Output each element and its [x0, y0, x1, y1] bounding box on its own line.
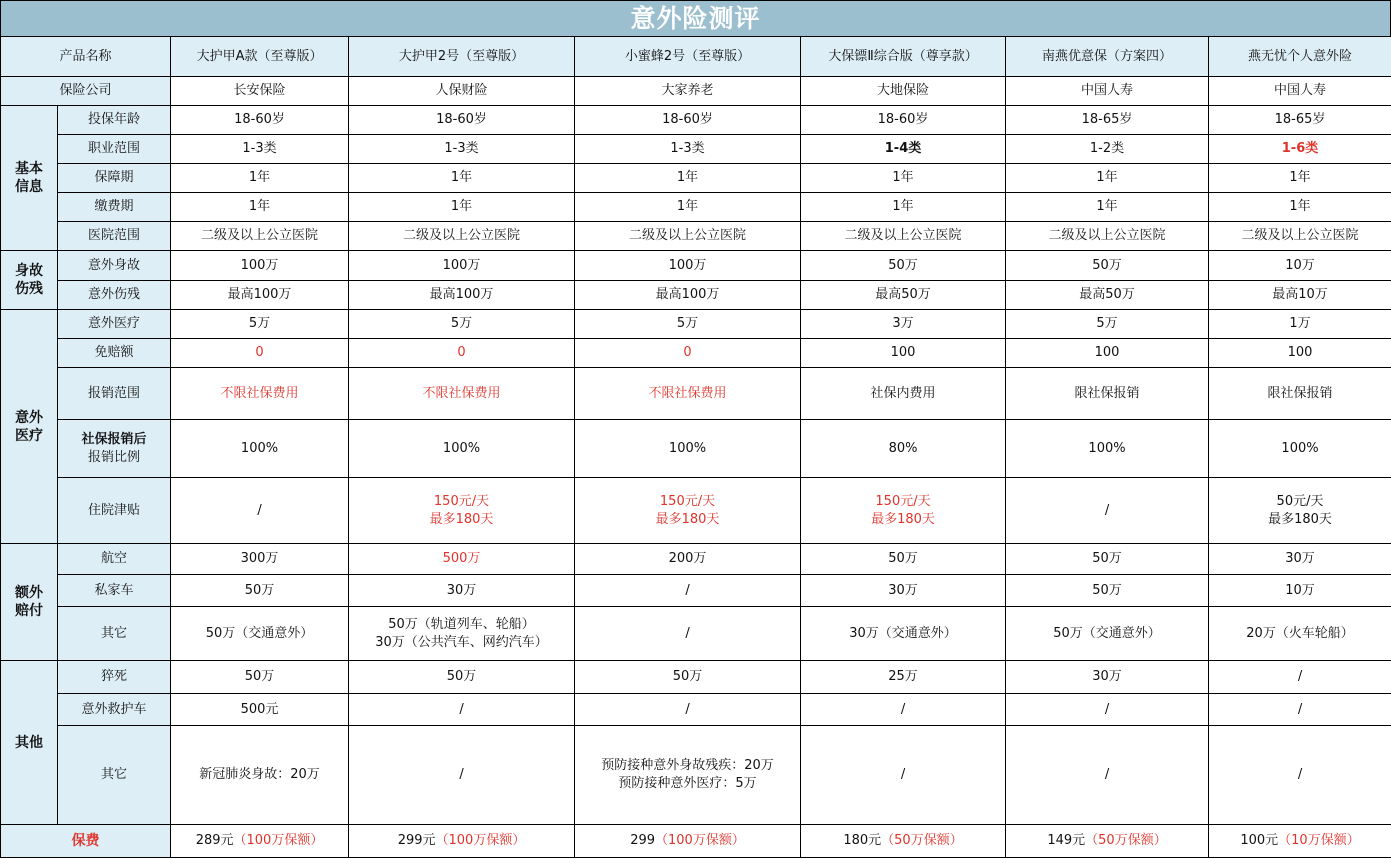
value-cell: 150元/天 最多180天 [349, 478, 575, 544]
row-label: 其它 [58, 607, 171, 661]
product-name: 大护甲A款（至尊版） [171, 37, 349, 77]
value-cell: / [575, 607, 801, 661]
value-cell: 50万 [171, 661, 349, 694]
value-cell: 100% [171, 420, 349, 478]
premium-coverage: （100万保额） [234, 833, 324, 848]
value-cell: 1年 [1006, 193, 1209, 222]
table-row [1, 478, 1391, 544]
company-cell: 大地保险 [801, 77, 1006, 106]
table-row [1, 420, 1391, 478]
value-cell: 社保内费用 [801, 368, 1006, 420]
premium-coverage: （50万保额） [1085, 833, 1167, 848]
value-cell: 50万 [801, 544, 1006, 575]
value-cell: 20万（火车轮船） [1209, 607, 1391, 661]
value-cell: 50万 [171, 575, 349, 607]
value-cell: 50万 [801, 251, 1006, 281]
value-cell: 1年 [1209, 193, 1391, 222]
premium-price: 180元 [843, 833, 881, 848]
premium-cell [171, 825, 349, 858]
premium-cell [349, 825, 575, 858]
table-row [1, 726, 1391, 825]
table-row [1, 193, 1391, 222]
row-label: 免赔额 [58, 339, 171, 368]
value-cell: / [575, 694, 801, 726]
value-cell: 3万 [801, 310, 1006, 339]
value-cell: 1年 [1006, 164, 1209, 193]
row-label [58, 420, 171, 478]
value-cell: 30万（交通意外） [801, 607, 1006, 661]
premium-coverage: （10万保额） [1278, 833, 1360, 848]
value-cell: 预防接种意外身故残疾：20万 预防接种意外医疗：5万 [575, 726, 801, 825]
table-row [1, 251, 1391, 281]
premium-label: 保费 [1, 825, 171, 858]
value-cell: 18-60岁 [575, 106, 801, 135]
value-cell: 0 [171, 339, 349, 368]
category-label: 额外 赔付 [1, 544, 58, 661]
product-name: 大护甲2号（至尊版） [349, 37, 575, 77]
row-label: 保障期 [58, 164, 171, 193]
value-cell: 100 [1209, 339, 1391, 368]
value-cell: 50万（交通意外） [171, 607, 349, 661]
product-name: 南燕优意保（方案四） [1006, 37, 1209, 77]
premium-cell [1006, 825, 1209, 858]
value-cell: / [801, 726, 1006, 825]
value-cell: 最高50万 [1006, 281, 1209, 310]
row-label: 职业范围 [58, 135, 171, 164]
value-cell: 1-6类 [1209, 135, 1391, 164]
table-row [1, 310, 1391, 339]
value-cell: / [1006, 726, 1209, 825]
row-label: 猝死 [58, 661, 171, 694]
value-cell: / [801, 694, 1006, 726]
value-cell: 新冠肺炎身故：20万 [171, 726, 349, 825]
table-row [1, 368, 1391, 420]
value-cell: 30万 [1006, 661, 1209, 694]
value-cell: 1年 [171, 164, 349, 193]
table-row [1, 544, 1391, 575]
value-cell: 1万 [1209, 310, 1391, 339]
value-cell: 1年 [349, 193, 575, 222]
value-cell: / [1209, 661, 1391, 694]
row-label: 意外身故 [58, 251, 171, 281]
product-name: 燕无忧个人意外险 [1209, 37, 1391, 77]
value-cell: 80% [801, 420, 1006, 478]
premium-row [1, 825, 1391, 858]
value-cell: 1-4类 [801, 135, 1006, 164]
premium-cell [801, 825, 1006, 858]
value-cell: 1年 [171, 193, 349, 222]
header-label: 产品名称 [1, 37, 171, 77]
table-row [1, 222, 1391, 251]
row-label: 其它 [58, 726, 171, 825]
value-cell: 不限社保费用 [349, 368, 575, 420]
value-cell: 0 [349, 339, 575, 368]
row-label: 投保年龄 [58, 106, 171, 135]
value-cell: 150元/天 最多180天 [801, 478, 1006, 544]
premium-coverage: （100万保额） [655, 833, 745, 848]
value-cell: 100万 [171, 251, 349, 281]
premium-cell [1209, 825, 1391, 858]
value-cell: / [171, 478, 349, 544]
premium-coverage: （50万保额） [881, 833, 963, 848]
value-cell: 二级及以上公立医院 [349, 222, 575, 251]
value-cell: 50万 [1006, 575, 1209, 607]
value-cell: 最高100万 [575, 281, 801, 310]
table-row [1, 339, 1391, 368]
row-label: 医院范围 [58, 222, 171, 251]
value-cell: 50万 [1006, 251, 1209, 281]
value-cell: 18-65岁 [1209, 106, 1391, 135]
value-cell: 5万 [349, 310, 575, 339]
row-label-text: 报销比例 [60, 449, 168, 467]
category-label: 身故 伤残 [1, 251, 58, 310]
category-label: 意外 医疗 [1, 310, 58, 544]
value-cell: 100% [575, 420, 801, 478]
company-cell: 长安保险 [171, 77, 349, 106]
value-cell: 二级及以上公立医院 [801, 222, 1006, 251]
company-cell: 中国人寿 [1006, 77, 1209, 106]
value-cell: 0 [575, 339, 801, 368]
value-cell: 10万 [1209, 251, 1391, 281]
row-label: 缴费期 [58, 193, 171, 222]
table-row [1, 106, 1391, 135]
value-cell: 50万 [1006, 544, 1209, 575]
value-cell: 最高50万 [801, 281, 1006, 310]
value-cell: 限社保报销 [1209, 368, 1391, 420]
value-cell: / [349, 726, 575, 825]
comparison-table [0, 36, 1391, 858]
value-cell: / [1209, 726, 1391, 825]
company-cell: 人保财险 [349, 77, 575, 106]
value-cell: 最高100万 [349, 281, 575, 310]
value-cell: 5万 [171, 310, 349, 339]
value-cell: 18-65岁 [1006, 106, 1209, 135]
value-cell: 最高10万 [1209, 281, 1391, 310]
value-cell: 二级及以上公立医院 [171, 222, 349, 251]
value-cell: 50万 [349, 661, 575, 694]
value-cell: 150元/天 最多180天 [575, 478, 801, 544]
value-cell: 500万 [349, 544, 575, 575]
value-cell: 50万 [575, 661, 801, 694]
value-cell: 1年 [575, 164, 801, 193]
value-cell: 100 [801, 339, 1006, 368]
company-cell: 中国人寿 [1209, 77, 1391, 106]
row-label: 意外医疗 [58, 310, 171, 339]
premium-price: 299 [630, 833, 655, 848]
value-cell: 5万 [1006, 310, 1209, 339]
category-label: 其他 [1, 661, 58, 825]
value-cell: 1-3类 [575, 135, 801, 164]
table-row [1, 164, 1391, 193]
premium-price: 149元 [1047, 833, 1085, 848]
value-cell: 100% [1006, 420, 1209, 478]
value-cell: 30万 [1209, 544, 1391, 575]
value-cell: 200万 [575, 544, 801, 575]
value-cell: 25万 [801, 661, 1006, 694]
value-cell: / [1209, 694, 1391, 726]
value-cell: 限社保报销 [1006, 368, 1209, 420]
value-cell: 1-2类 [1006, 135, 1209, 164]
product-name: 大保镖Ⅱ综合版（尊享款） [801, 37, 1006, 77]
value-cell: 30万 [801, 575, 1006, 607]
row-label: 意外伤残 [58, 281, 171, 310]
value-cell: 最高100万 [171, 281, 349, 310]
row-label: 意外救护车 [58, 694, 171, 726]
value-cell: 1年 [349, 164, 575, 193]
value-cell: 不限社保费用 [171, 368, 349, 420]
value-cell: 18-60岁 [801, 106, 1006, 135]
value-cell: 100 [1006, 339, 1209, 368]
value-cell: 1-3类 [349, 135, 575, 164]
value-cell: / [1006, 694, 1209, 726]
table-row [1, 607, 1391, 661]
table-row [1, 135, 1391, 164]
value-cell: 100% [1209, 420, 1391, 478]
row-label: 航空 [58, 544, 171, 575]
value-cell: / [349, 694, 575, 726]
company-cell: 大家养老 [575, 77, 801, 106]
premium-price: 289元 [196, 833, 234, 848]
row-label: 报销范围 [58, 368, 171, 420]
row-label: 住院津贴 [58, 478, 171, 544]
header-row [1, 37, 1391, 77]
row-label: 私家车 [58, 575, 171, 607]
company-label: 保险公司 [1, 77, 171, 106]
value-cell: 5万 [575, 310, 801, 339]
value-cell: 18-60岁 [349, 106, 575, 135]
value-cell: 500元 [171, 694, 349, 726]
value-cell: 1年 [1209, 164, 1391, 193]
value-cell: 30万 [349, 575, 575, 607]
category-label: 基本 信息 [1, 106, 58, 251]
company-row [1, 77, 1391, 106]
value-cell: 二级及以上公立医院 [575, 222, 801, 251]
table-row [1, 661, 1391, 694]
value-cell: 1年 [575, 193, 801, 222]
table-row [1, 575, 1391, 607]
row-label-bold: 社保报销后 [60, 431, 168, 449]
value-cell: 300万 [171, 544, 349, 575]
value-cell: 10万 [1209, 575, 1391, 607]
product-name: 小蜜蜂2号（至尊版） [575, 37, 801, 77]
value-cell: 1年 [801, 193, 1006, 222]
table-row [1, 694, 1391, 726]
value-cell: 二级及以上公立医院 [1006, 222, 1209, 251]
value-cell: 50万（交通意外） [1006, 607, 1209, 661]
table-row [1, 281, 1391, 310]
value-cell: 1年 [801, 164, 1006, 193]
value-cell: 100万 [575, 251, 801, 281]
value-cell: 二级及以上公立医院 [1209, 222, 1391, 251]
value-cell: / [1006, 478, 1209, 544]
premium-cell [575, 825, 801, 858]
value-cell: 100% [349, 420, 575, 478]
value-cell: / [575, 575, 801, 607]
value-cell: 18-60岁 [171, 106, 349, 135]
value-cell: 不限社保费用 [575, 368, 801, 420]
value-cell: 1-3类 [171, 135, 349, 164]
value-cell: 50元/天 最多180天 [1209, 478, 1391, 544]
premium-coverage: （100万保额） [436, 833, 526, 848]
value-cell: 100万 [349, 251, 575, 281]
value-cell: 50万（轨道列车、轮船） 30万（公共汽车、网约汽车） [349, 607, 575, 661]
page-title: 意外险测评 [0, 0, 1391, 36]
premium-price: 299元 [398, 833, 436, 848]
premium-price: 100元 [1240, 833, 1278, 848]
